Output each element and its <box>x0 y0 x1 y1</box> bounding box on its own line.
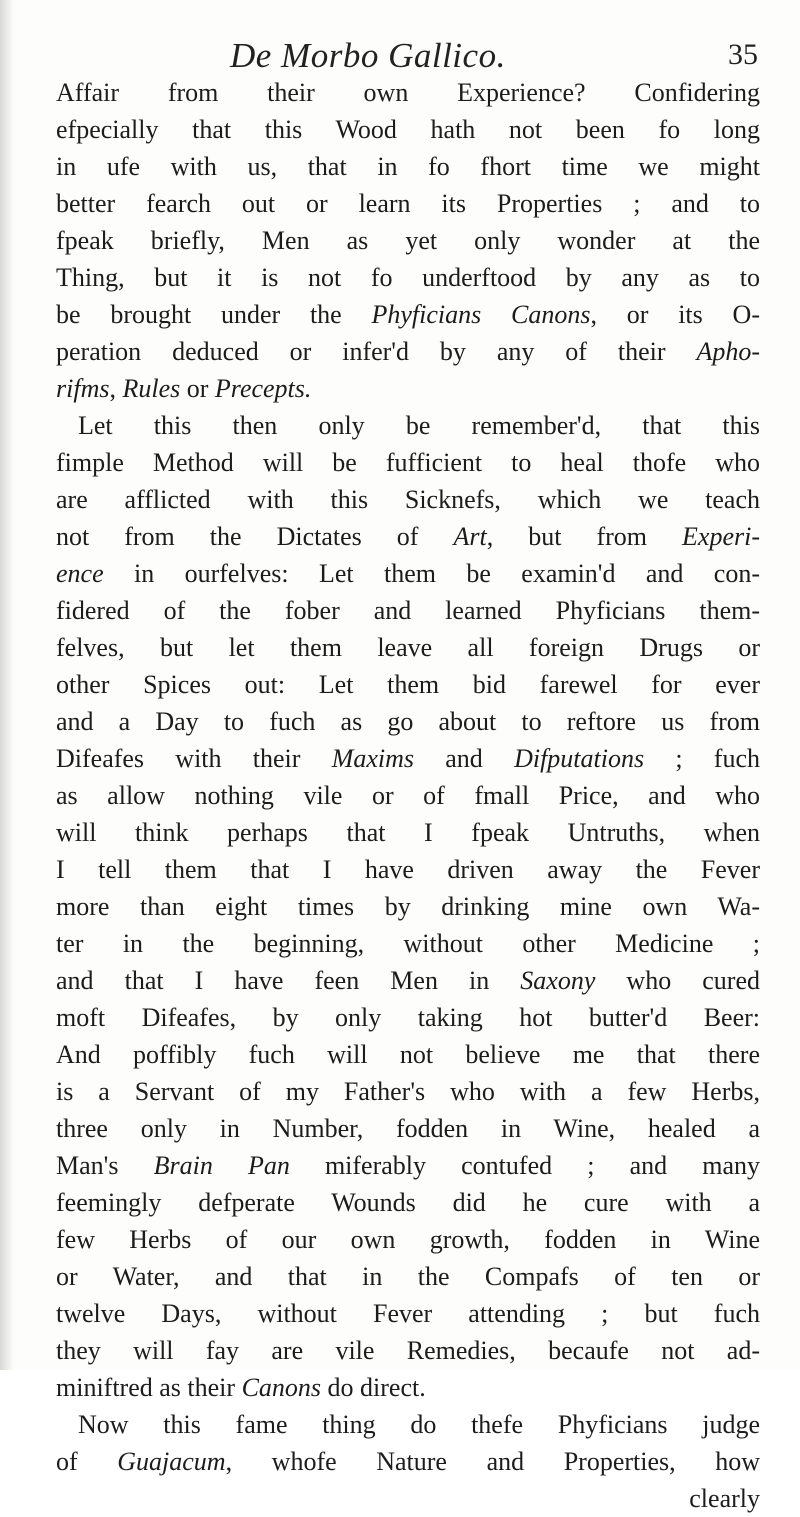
page-header <box>0 30 800 76</box>
text-line: fpeak briefly, Men as yet only wonder at the <box>56 226 760 255</box>
text-line: better fearch out or learn its Properties ; and to <box>56 189 760 218</box>
text-line: fimple Method will be fufficient to heal thofe who <box>56 448 760 477</box>
text-line: ence in ourfelves: Let them be examin'd and con- <box>56 559 760 588</box>
body-text <box>56 74 760 1517</box>
text-line: Difeafes with their Maxims and Difputations ; fuch <box>56 744 760 773</box>
text-line: not from the Dictates of Art, but from Experi- <box>56 522 760 551</box>
text-line: and that I have feen Men in Saxony who cured <box>56 966 761 995</box>
text-line: ter in the beginning, without other Medicine ; <box>56 929 760 958</box>
text-line: moft Difeafes, by only taking hot butter'd Beer: <box>56 1003 760 1032</box>
text-line: Let this then only be remember'd, that this <box>78 411 760 440</box>
text-line: felves, but let them leave all foreign Drugs or <box>56 633 760 662</box>
text-line: in ufe with us, that in fo fhort time we might <box>56 152 760 181</box>
page-spine-shadow <box>0 0 14 1370</box>
text-line: Now this fame thing do thefe Phyficians judge <box>78 1410 760 1439</box>
text-line: few Herbs of our own growth, fodden in Wine <box>56 1225 760 1254</box>
text-line: Affair from their own Experience? Confidering <box>56 78 760 107</box>
text-line: peration deduced or infer'd by any of their Apho- <box>56 337 760 366</box>
text-line: they will fay are vile Remedies, becaufe not ad- <box>56 1336 760 1365</box>
text-line: three only in Number, fodden in Wine, healed a <box>56 1114 760 1143</box>
text-line: feemingly defperate Wounds did he cure with a <box>56 1188 760 1217</box>
text-line: And poffibly fuch will not believe me that there <box>56 1040 760 1069</box>
text-line: Man's Brain Pan miferably contufed ; and many <box>56 1151 760 1180</box>
text-line: twelve Days, without Fever attending ; but fuch <box>56 1299 760 1328</box>
text-line: efpecially that this Wood hath not been fo long <box>56 115 760 144</box>
catchword: clearly <box>689 1484 760 1513</box>
text-line: be brought under the Phyficians Canons, or its O- <box>56 300 760 329</box>
text-line: is a Servant of my Father's who with a few Herbs, <box>56 1077 760 1106</box>
text-line: I tell them that I have driven away the Fever <box>56 855 760 884</box>
text-line: as allow nothing vile or of fmall Price, and who <box>56 781 760 810</box>
text-line: miniftred as their Canons do direct. <box>56 1373 426 1402</box>
text-line: will think perhaps that I fpeak Untruths, when <box>56 818 760 847</box>
page-number: 35 <box>728 38 758 71</box>
text-line: of Guajacum, whofe Nature and Properties, how <box>56 1447 760 1476</box>
running-title: De Morbo Gallico. <box>230 36 506 75</box>
text-line: fidered of the fober and learned Phyficians them- <box>56 596 760 625</box>
text-line: Thing, but it is not fo underftood by any as to <box>56 263 760 292</box>
text-line: more than eight times by drinking mine own Wa- <box>56 892 760 921</box>
text-line: other Spices out: Let them bid farewel for ever <box>56 670 760 699</box>
text-line: or Water, and that in the Compafs of ten or <box>56 1262 760 1291</box>
text-line: are afflicted with this Sicknefs, which we teach <box>56 485 760 514</box>
text-line: and a Day to fuch as go about to reftore us from <box>56 707 760 736</box>
text-line: rifms, Rules or Precepts. <box>56 374 312 403</box>
